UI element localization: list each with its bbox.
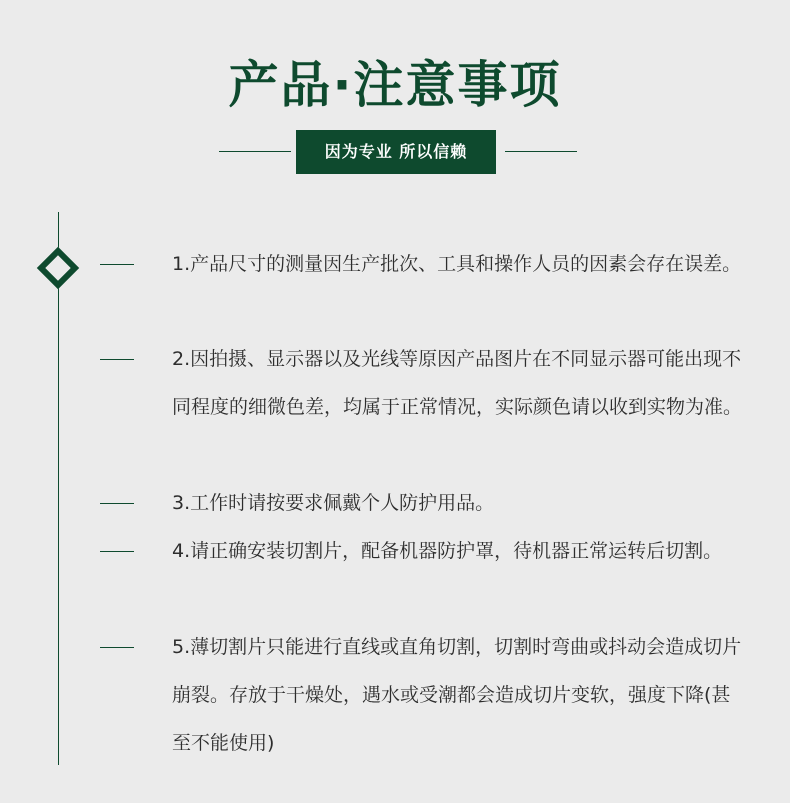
notice-item-3: 3.工作时请按要求佩戴个人防护用品。 — [172, 492, 495, 514]
item-dash — [100, 264, 134, 265]
item-dash — [100, 551, 134, 552]
timeline-line — [58, 212, 59, 765]
subtitle-banner — [0, 130, 790, 174]
notice-item-1: 1.产品尺寸的测量因生产批次、工具和操作人员的因素会存在误差。 — [172, 253, 742, 275]
item-dash — [100, 359, 134, 360]
subtitle-right-rule — [505, 151, 577, 152]
subtitle-badge: 因为专业 所以信赖 — [296, 130, 496, 174]
item-dash — [100, 503, 134, 504]
item-dash — [100, 647, 134, 648]
diamond-icon — [37, 247, 79, 289]
page-title: 产品·注意事项 — [228, 56, 562, 114]
subtitle-left-rule — [219, 151, 291, 152]
notice-item-2: 2.因拍摄、显示器以及光线等原因产品图片在不同显示器可能出现不同程度的细微色差，均属于正常情况，实际颜色请以收到实物为准。 — [172, 348, 743, 418]
notice-item-4: 4.请正确安装切割片，配备机器防护罩，待机器正常运转后切割。 — [172, 540, 723, 562]
notice-item-5: 5.薄切割片只能进行直线或直角切割，切割时弯曲或抖动会造成切片崩裂。存放于干燥处，遇水或受潮都会造成切片变软，强度下降(甚至不能使用) — [172, 636, 742, 754]
